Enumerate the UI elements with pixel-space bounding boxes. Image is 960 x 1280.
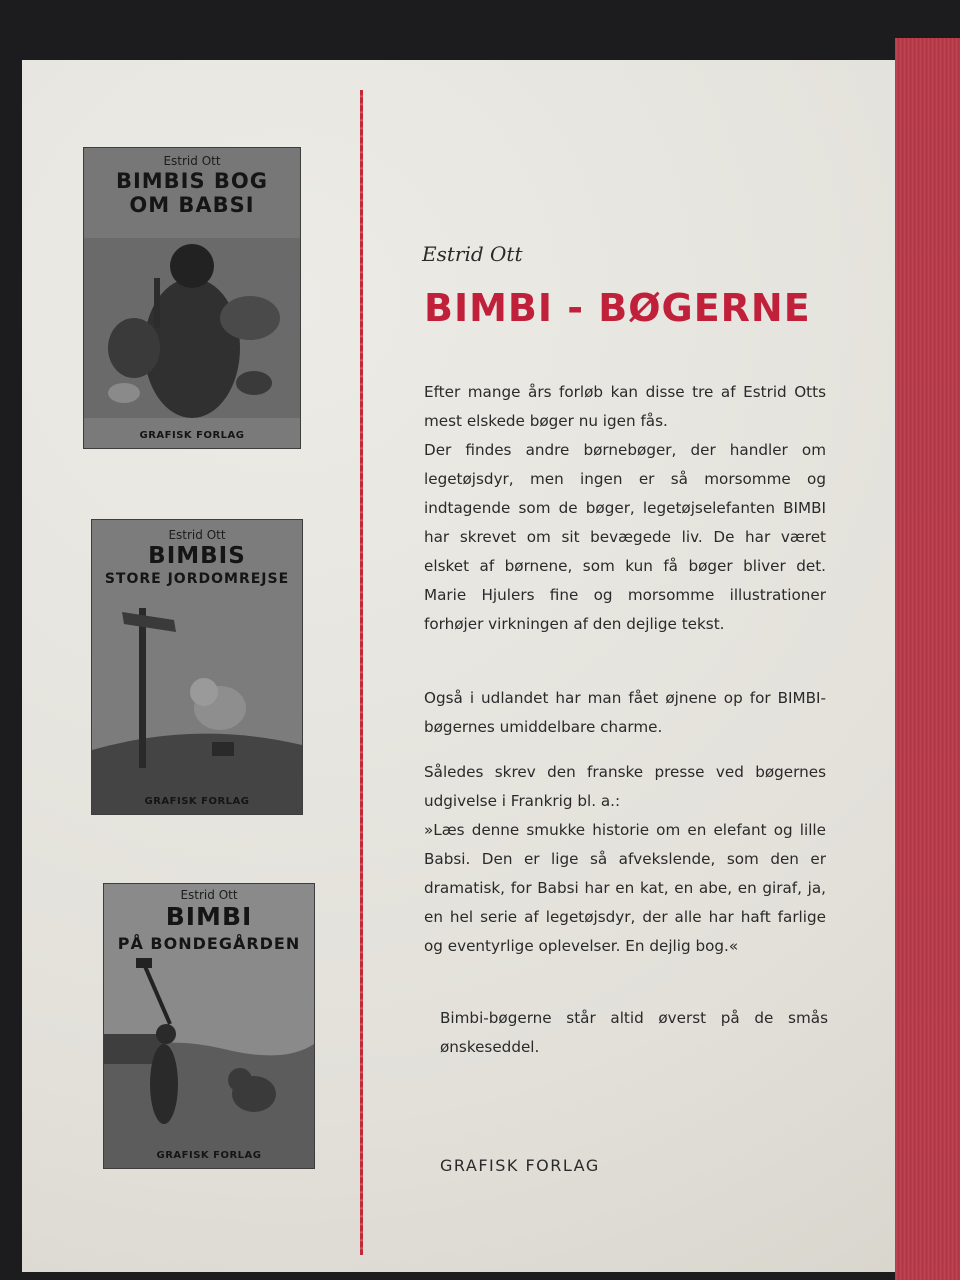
- series-title: BIMBI - BØGERNE: [424, 286, 811, 330]
- book-3-author: Estrid Ott: [180, 888, 238, 902]
- description-paragraph-4: [440, 1004, 828, 1062]
- red-stitch-divider: [360, 90, 363, 1255]
- paragraph-1: Efter mange års forløb kan disse tre af Estrid Otts mest elskede bøger nu igen fås.: [424, 383, 826, 430]
- book-2-author: Estrid Ott: [168, 528, 226, 542]
- book-3-title-line-1: BIMBI: [165, 902, 253, 931]
- paragraph-4: Således skrev den franske presse ved bøgernes udgivelse i Frankrig bl. a.:: [424, 763, 826, 810]
- book-1-publisher: GRAFISK FORLAG: [139, 430, 245, 441]
- description-paragraph-1: [424, 378, 826, 639]
- book-spine: [895, 38, 960, 1280]
- book-2-title-line-2: STORE JORDOMREJSE: [104, 571, 290, 587]
- book-2-publisher: GRAFISK FORLAG: [144, 796, 250, 807]
- book-3-title-line-2: PÅ BONDEGÅRDEN: [117, 934, 301, 953]
- author-name: Estrid Ott: [422, 242, 523, 266]
- book-thumbnail-1: [84, 148, 300, 448]
- book-2-title-line-1: BIMBIS: [148, 543, 246, 569]
- book-1-author: Estrid Ott: [163, 154, 221, 168]
- description-paragraph-3: [424, 758, 826, 961]
- book-1-title-line-2: OM BABSI: [129, 193, 255, 217]
- publisher-name: GRAFISK FORLAG: [440, 1156, 600, 1175]
- description-paragraph-2: [424, 684, 826, 742]
- paragraph-3: Også i udlandet har man fået øjnene op for BIMBI-bøgernes umiddelbare charme.: [424, 689, 826, 736]
- paragraph-2: Der findes andre børnebøger, der handler om legetøjsdyr, men ingen er så morsomme og indtagende som de bøger, legetøjselefanten BIMBI har skrevet om sit bevægede liv. De har været elsket af børnene, som kun få bøger bliver det. Marie Hjulers fine og morsomme illustrationer forhøjer virkningen af den dejlige tekst.: [424, 441, 826, 633]
- paragraph-5: »Læs denne smukke historie om en elefant og lille Babsi. Den er lige så afvekslende, som den er dramatisk, for Babsi har en kat, en abe, en giraf, ja, en hel serie af legetøjsdyr, der alle har haft farlige og eventyrlige oplevelser. En dejlig bog.«: [424, 821, 826, 955]
- book-3-publisher: GRAFISK FORLAG: [156, 1150, 262, 1161]
- book-thumbnail-3: [104, 884, 314, 1168]
- book-1-title-line-1: BIMBIS BOG: [115, 169, 269, 193]
- book-thumbnail-2: [92, 520, 302, 814]
- paragraph-6: Bimbi-bøgerne står altid øverst på de smås ønskeseddel.: [440, 1009, 828, 1056]
